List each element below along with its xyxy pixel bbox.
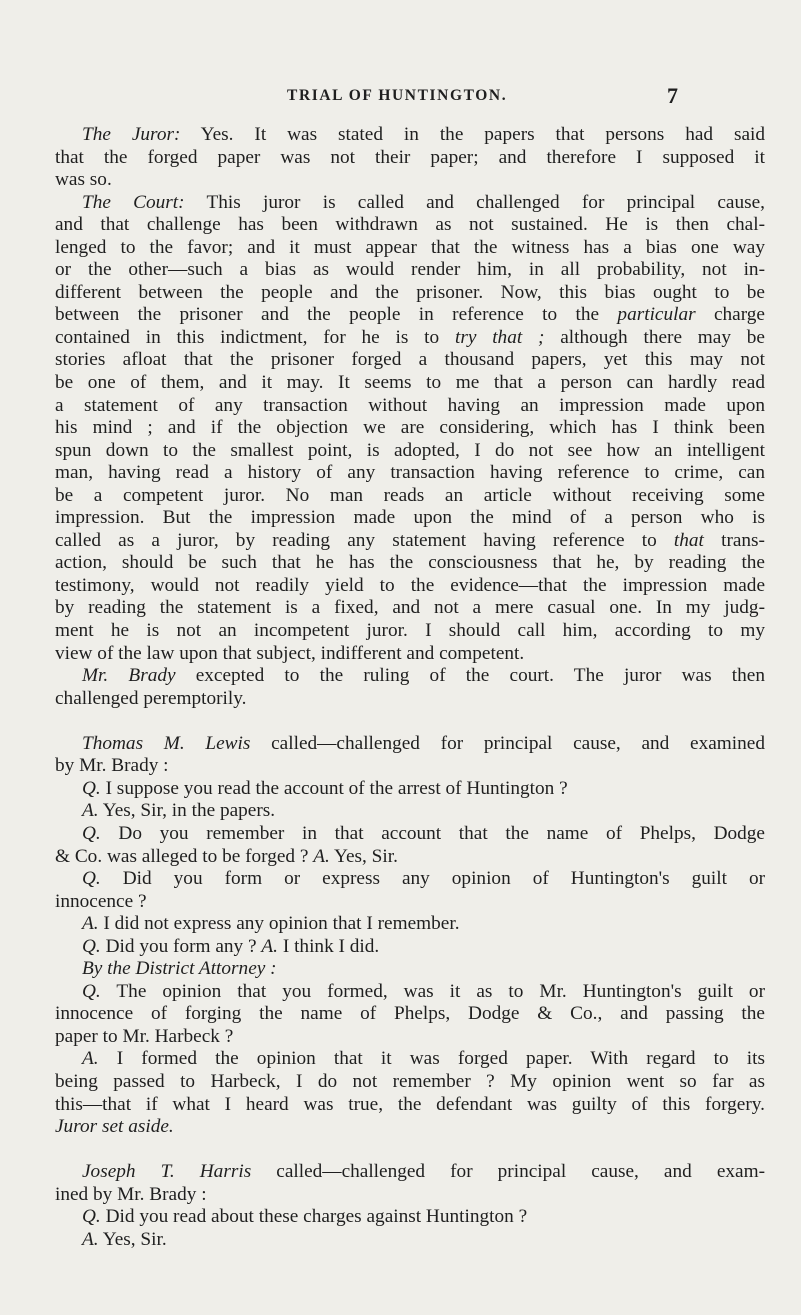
text-line [55,214,765,237]
text-segment: and that challenge has been withdrawn as not sustained. He is then chal- [55,214,765,236]
text-segment: I formed the opinion that it was forged paper. With regard to its [98,1048,765,1070]
text-line [55,575,765,598]
italic-text: Q. [82,980,101,1002]
text-segment: Yes. It was stated in the papers that persons had said [180,124,766,145]
text-segment: I think I did. [278,935,380,957]
running-header [0,83,801,107]
text-line [55,733,765,756]
text-segment: The opinion that you formed, was it as to Mr. Huntington's guilt or [100,980,765,1002]
text-line [55,1161,765,1184]
text-line [55,395,765,418]
page-number: 7 [667,83,678,108]
text-line [55,755,765,778]
text-segment: called—challenged for principal cause, and exam- [251,1161,766,1183]
text-segment: ined by Mr. Brady : [55,1183,207,1205]
text-line [55,349,765,372]
text-line [55,259,765,282]
text-segment: between the prisoner and the people in reference to the [55,304,618,326]
text-line [55,124,765,147]
text-line [55,981,765,1004]
text-line [55,1206,765,1229]
text-line [55,440,765,463]
text-segment: Do you remember in that account that the name of Phelps, Dodge [100,822,765,844]
text-segment: lenged to the favor; and it must appear that the witness has a bias one way [55,236,765,258]
text-segment: trans- [703,529,765,551]
italic-text: Q. [82,777,101,799]
text-segment: paper to Mr. Harbeck ? [55,1025,234,1047]
text-line [55,1003,765,1026]
text-segment: I suppose you read the account of the arrest of Huntington ? [100,777,568,799]
text-line [55,620,765,643]
italic-text: A. [313,845,330,867]
text-segment: Did you form any ? [100,935,262,957]
text-segment: his mind ; and if the objection we are considering, which has I think been [55,417,765,439]
text-segment: This juror is called and challenged for principal cause, [184,191,765,213]
text-segment: a statement of any transaction without having an impression made upon [55,394,765,416]
text-segment: although there may be [544,326,765,348]
text-segment: be one of them, and it may. It seems to me that a person can hardly read [55,372,765,394]
text-segment: action, should be such that he has the consciousness that he, by reading the [55,552,765,574]
italic-text: By the District Attorney : [82,958,277,980]
italic-text: A. [82,913,99,935]
text-segment: stories afloat that the prisoner forged a thousand papers, yet this may not [55,349,765,371]
paragraph-gap [55,1139,765,1162]
text-segment: I did not express any opinion that I remember. [98,913,460,935]
running-head-title: TRIAL OF HUNTINGTON. [287,87,508,104]
text-line [55,823,765,846]
italic-text: Q. [82,868,101,890]
italic-text: Q. [82,822,101,844]
italic-text: A. [82,1228,99,1250]
text-segment: impression. But the impression made upon the mind of a person who is [55,507,765,529]
text-segment: was so. [55,169,112,191]
text-segment: or the other—such a bias as would render him, in all probability, not in- [55,259,765,281]
text-line [55,778,765,801]
text-line [55,372,765,395]
text-line [55,462,765,485]
italic-text: A. [82,800,99,822]
text-line [55,800,765,823]
italic-text: The Juror: [82,124,181,145]
text-line [55,846,765,869]
text-segment: Did you read about these charges against Huntington ? [100,1206,528,1228]
text-segment: contained in this indictment, for he is to [55,326,455,348]
text-line [55,485,765,508]
italic-text: Mr. Brady [82,665,176,687]
text-line [55,552,765,575]
text-segment: called—challenged for principal cause, and examined [250,732,765,754]
text-segment: being passed to Harbeck, I do not remember ? My opinion went so far as [55,1070,765,1092]
italic-text: Thomas M. Lewis [82,732,251,754]
text-segment: charge [695,304,765,326]
page-body [55,124,765,1251]
text-segment: spun down to the smallest point, is adopted, I do not see how an intelligent [55,439,765,461]
text-line [55,868,765,891]
text-segment: by Mr. Brady : [55,755,169,777]
text-line [55,643,765,666]
text-line [55,1184,765,1207]
text-line [55,1094,765,1117]
text-segment: Yes, Sir. [329,845,398,867]
text-line [55,891,765,914]
text-line [55,1048,765,1071]
text-segment: innocence ? [55,890,147,912]
text-line [55,1071,765,1094]
text-segment: that the forged paper was not their paper; and therefore I supposed it [55,146,765,168]
text-line [55,282,765,305]
text-line [55,958,765,981]
italic-text: Juror set aside. [55,1116,174,1138]
text-line [55,327,765,350]
italic-text: that [673,529,704,551]
text-line [55,147,765,170]
text-line [55,507,765,530]
text-line [55,597,765,620]
text-line [55,665,765,688]
italic-text: Joseph T. Harris [82,1161,252,1183]
text-segment: by reading the statement is a fixed, and not a mere casual one. In my judg- [55,597,765,619]
italic-text: particular [617,304,696,326]
text-segment: called as a juror, by reading any statement having reference to [55,529,674,551]
text-segment: be a competent juror. No man reads an article without receiving some [55,484,765,506]
text-segment: testimony, would not readily yield to the evidence—that the impression made [55,574,765,596]
italic-text: A. [82,1048,99,1070]
text-segment: & Co. was alleged to be forged ? [55,845,314,867]
text-line [55,936,765,959]
italic-text: try that ; [454,326,545,348]
text-line [55,1116,765,1139]
text-segment: Yes, Sir, in the papers. [98,800,276,822]
text-segment: ment he is not an incompetent juror. I should call him, according to my [55,620,765,642]
paragraph-gap [55,710,765,733]
text-line [55,530,765,553]
text-line [55,192,765,215]
text-segment: Did you form or express any opinion of Huntington's guilt or [100,868,765,890]
text-line [55,1229,765,1252]
text-line [55,1026,765,1049]
text-line [55,913,765,936]
text-line [55,688,765,711]
text-line [55,237,765,260]
text-line [55,169,765,192]
italic-text: The Court: [82,191,185,213]
text-segment: challenged peremptorily. [55,687,247,709]
text-segment: different between the people and the prisoner. Now, this bias ought to be [55,281,765,303]
text-segment: this—that if what I heard was true, the defendant was guilty of this forgery. [55,1093,765,1115]
italic-text: Q. [82,935,101,957]
text-line [55,304,765,327]
italic-text: A. [261,935,279,957]
text-segment: Yes, Sir. [98,1228,167,1250]
text-segment: view of the law upon that subject, indifferent and competent. [55,642,525,664]
text-segment: man, having read a history of any transaction having reference to crime, can [55,462,765,484]
text-segment: excepted to the ruling of the court. The juror was then [175,665,765,687]
text-line [55,417,765,440]
text-segment: innocence of forging the name of Phelps, Dodge & Co., and passing the [55,1003,765,1025]
italic-text: Q. [82,1206,101,1228]
